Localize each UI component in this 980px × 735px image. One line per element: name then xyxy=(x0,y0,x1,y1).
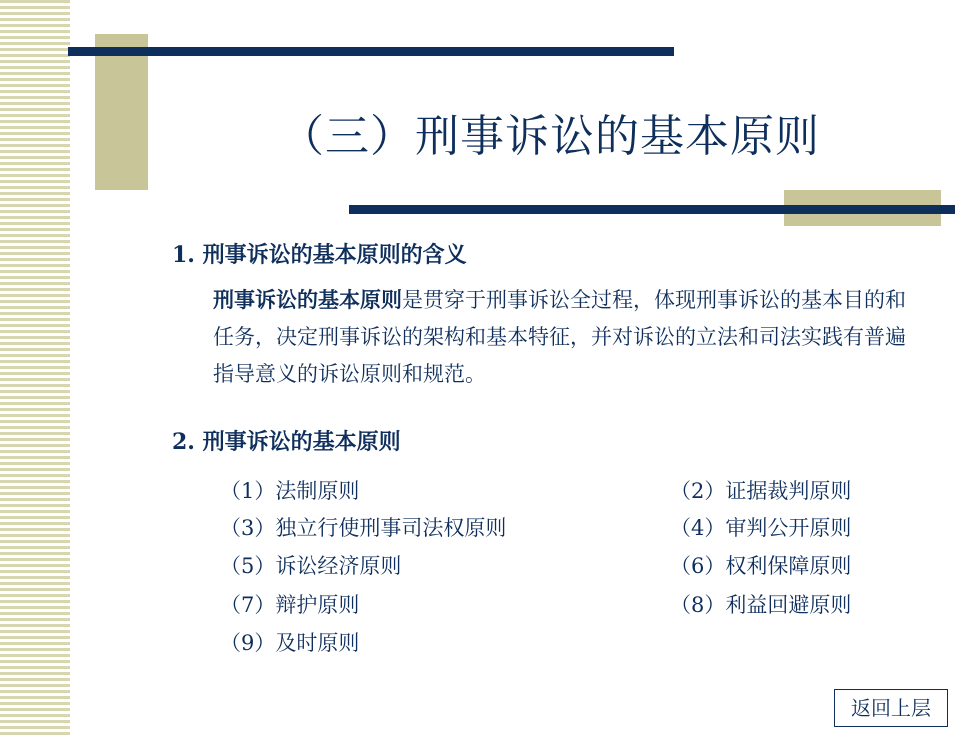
principle-item: （5）诉讼经济原则 xyxy=(220,554,402,578)
principle-item: （3）独立行使刑事司法权原则 xyxy=(220,516,507,540)
definition-text: 是贯穿于刑事诉讼全过程，体现刑事诉讼的基本目的和任务，决定刑事诉讼的架构和基本特征，并对诉讼的立法和司法实践有普遍指导意义的诉讼原则和规范。 xyxy=(213,288,906,386)
decorative-bottom-bar xyxy=(349,205,955,214)
principle-item: （8）利益回避原则 xyxy=(670,593,852,617)
principle-item: （1）法制原则 xyxy=(220,479,360,503)
principle-item: （2）证据裁判原则 xyxy=(670,479,852,503)
principle-item: （7）辩护原则 xyxy=(220,593,360,617)
slide-title: （三）刑事诉讼的基本原则 xyxy=(280,111,820,162)
decorative-top-bar xyxy=(68,47,674,56)
bold-term: 刑事诉讼的基本原则 xyxy=(213,287,402,312)
section2-heading: 2. 刑事诉讼的基本原则 xyxy=(172,429,401,455)
principle-item: （9）及时原则 xyxy=(220,631,360,655)
section1-heading: 1. 刑事诉讼的基本原则的含义 xyxy=(172,242,467,268)
principle-item: （6）权利保障原则 xyxy=(670,554,852,578)
decorative-stripes xyxy=(0,0,70,735)
principle-item: （4）审判公开原则 xyxy=(670,516,852,540)
section1-paragraph xyxy=(213,281,913,393)
decorative-tan-block-left xyxy=(95,34,148,190)
back-button[interactable]: 返回上层 xyxy=(834,689,948,727)
